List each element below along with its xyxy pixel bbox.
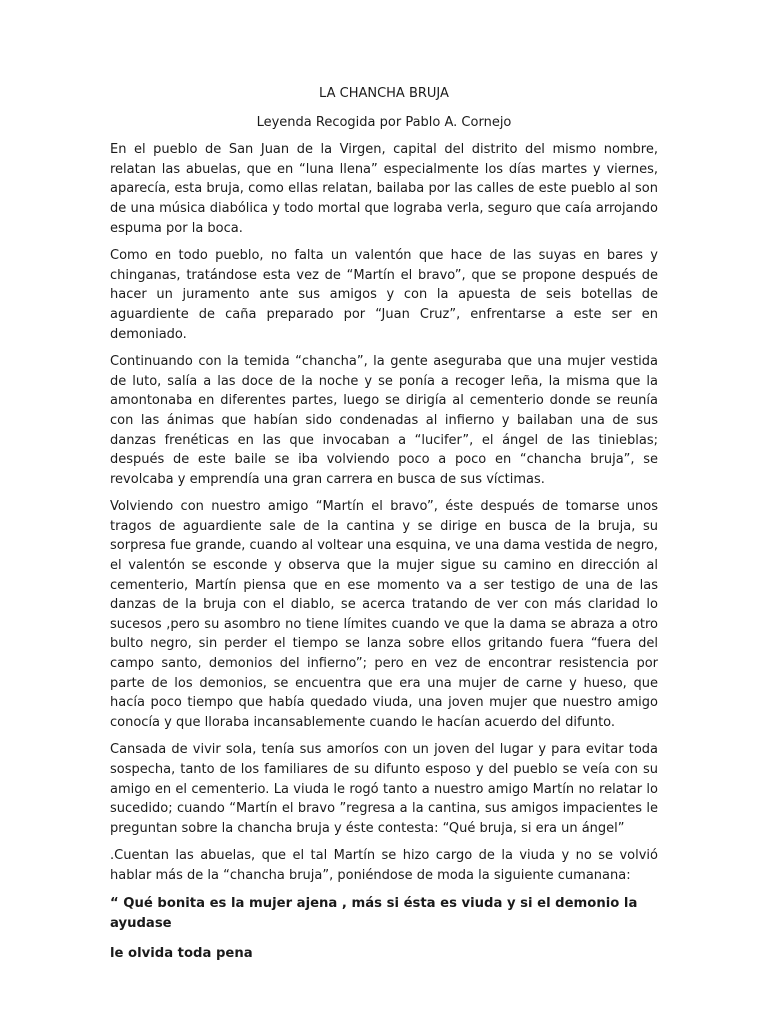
paragraph-3: Continuando con la temida “chancha”, la gente aseguraba que una mujer vestida de luto, salía a las doce de la noche y se ponía a recoger leña, la misma que la amontonaba en diferentes partes, luego se dirigía al cementerio donde se reunía con las ánimas que habían sido condenadas al infierno y bailaban una de sus danzas frenéticas en las que invocaban a “lucifer”, el ángel de las tinieblas; después de este baile se iba volviendo poco a poco en “chancha bruja”, se revolcaba y emprendía una gran carrera en busca de sus víctimas. (110, 354, 658, 487)
paragraph-6: .Cuentan las abuelas, que el tal Martín se hizo cargo de la viuda y no se volvió hablar más de la “chancha bruja”, poniéndose de moda la siguiente cumanana: (110, 848, 658, 883)
paragraph-5: Cansada de vivir sola, tenía sus amoríos con un joven del lugar y para evitar toda sospecha, tanto de los familiares de su difunto esposo y del pueblo se veía con su amigo en el cementerio. La viuda le rogó tanto a nuestro amigo Martín no relatar lo sucedido; cuando “Martín el bravo ”regresa a la cantina, sus amigos impacientes le preguntan sobre la chancha bruja y éste contesta: “Qué bruja, si era un ángel” (110, 742, 658, 836)
document-title: LA CHANCHA BRUJA (319, 86, 449, 101)
paragraph-1: En el pueblo de San Juan de la Virgen, capital del distrito del mismo nombre, relatan las abuelas, que en “luna llena” especialmente los días martes y viernes, aparecía, esta bruja, como ellas relatan, bailaba por las calles de este pueblo al son de una música diabólica y todo mortal que lograba verla, seguro que caía arrojando espuma por la boca. (110, 142, 658, 236)
verse-line-2: le olvida toda pena (110, 945, 253, 961)
verse-line-1: “ Qué bonita es la mujer ajena , más si ésta es viuda y si el demonio la ayudase (110, 895, 638, 931)
paragraph-4: Volviendo con nuestro amigo “Martín el bravo”, éste después de tomarse unos tragos de aguardiente sale de la cantina y se dirige en busca de la bruja, su sorpresa fue grande, cuando al voltear una esquina, ve una dama vestida de negro, el valentón se esconde y observa que la mujer sigue su camino en dirección al cementerio, Martín piensa que en ese momento va a ser testigo de una de las danzas de la bruja con el diablo, se acerca tratando de ver con más claridad lo sucesos ,pero su asombro no tiene límites cuando ve que la dama se abraza a otro bulto negro, sin perder el tiempo se lanza sobre ellos gritando fuera “fuera del campo santo, demonios del infierno”; pero en vez de encontrar resistencia por parte de los demonios, se encuentra que era una mujer de carne y hueso, que hacía poco tiempo que había quedado viuda, una joven mujer que nuestro amigo conocía y que lloraba incansablemente cuando le hacían acuerdo del difunto. (110, 499, 658, 730)
document-subtitle: Leyenda Recogida por Pablo A. Cornejo (256, 114, 512, 130)
document-page (110, 84, 658, 964)
paragraph-2: Como en todo pueblo, no falta un valentón que hace de las suyas en bares y chinganas, tratándose esta vez de “Martín el bravo”, que se propone después de hacer un juramento ante sus amigos y con la apuesta de seis botellas de aguardiente de caña preparado por “Juan Cruz”, enfrentarse a este ser en demoniado. (110, 248, 658, 342)
